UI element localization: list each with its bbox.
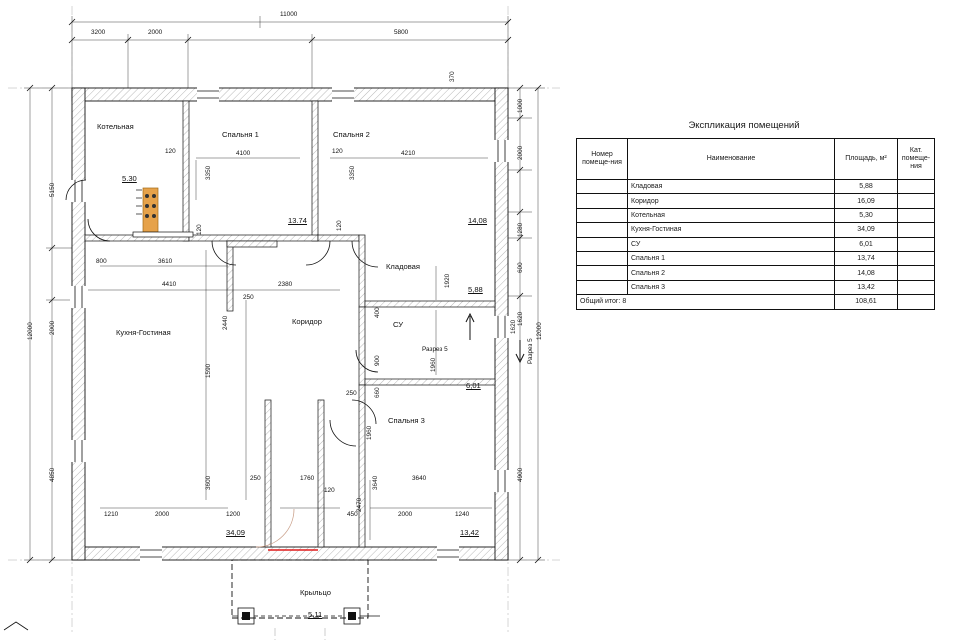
table-title: Экспликация помещений [688,120,800,131]
table-row [577,180,935,194]
room-area-su: 6,01 [466,381,481,390]
room-area-krylco: 5.11 [308,610,323,619]
table-row [577,208,935,222]
dim-i-120d: 120 [336,220,343,231]
dim-right-overall: 12000 [536,322,543,340]
cell-name: Спальня 3 [628,280,835,294]
dim-i-2470: 2470 [356,497,363,512]
dim-right-2: 2000 [517,145,524,160]
cell-area: 16,09 [835,194,898,208]
room-label-spalnya2: Спальня 2 [333,130,370,139]
dim-i-250b: 250 [346,390,357,397]
dim-i-1590: 1590 [205,363,212,378]
cell-category [898,223,935,237]
cell-number [577,280,628,294]
table-header-row [577,139,935,180]
dim-i-1920: 1920 [444,273,451,288]
dim-i-900: 900 [374,355,381,366]
dim-i-1760: 1760 [300,475,315,482]
room-area-spalnya2: 14,08 [468,216,488,225]
dim-i-120e: 120 [324,487,335,494]
dim-i-2000a: 2000 [155,511,170,518]
dim-left-2: 2000 [49,320,56,335]
dim-i-2000b: 2000 [398,511,413,518]
dim-i-1960b: 1960 [366,425,373,440]
dim-right-1: 1000 [517,98,524,113]
exposition-table-block [576,120,935,310]
cell-number [577,237,628,251]
dim-i-1240: 1240 [455,511,470,518]
cell-category [898,266,935,280]
dim-i-1210: 1210 [104,511,119,518]
total-category [898,295,935,309]
cell-category [898,251,935,265]
dim-i-3600: 3600 [205,475,212,490]
total-area: 108,61 [835,295,898,309]
dim-i-400: 400 [374,307,381,318]
cell-name: Коридор [628,194,835,208]
room-area-spalnya3: 13,42 [460,528,480,537]
dim-i-1200: 1200 [226,511,241,518]
cell-name: Котельная [628,208,835,222]
cell-area: 13,74 [835,251,898,265]
dim-i-120c: 120 [196,224,203,235]
dim-i-3640a: 3640 [412,475,427,482]
room-area-kladovaya: 5,88 [468,285,483,294]
table-row [577,237,935,251]
cell-name: СУ [628,237,835,251]
dim-i-250a: 250 [243,294,254,301]
cell-area: 6,01 [835,237,898,251]
dim-left-overall: 12000 [27,322,34,340]
dim-i-450: 450 [347,511,358,518]
room-label-krylco: Крыльцо [300,588,331,597]
dim-top-1: 3200 [91,29,106,36]
table-row [577,266,935,280]
dim-i-3350b: 3350 [349,165,356,180]
cell-category [898,208,935,222]
table-row [577,251,935,265]
header-name: Наименование [628,139,835,180]
dim-i-4100: 4100 [236,150,251,157]
cell-name: Кладовая [628,180,835,194]
dim-i-2440: 2440 [222,315,229,330]
dim-right-4: 600 [517,262,524,273]
table-total-row [577,295,935,309]
dim-top-3: 5800 [394,29,409,36]
cell-number [577,194,628,208]
cell-category [898,237,935,251]
dim-i-120b: 120 [332,148,343,155]
room-area-spalnya1: 13.74 [288,216,308,225]
dim-i-4210: 4210 [401,150,416,157]
cell-name: Спальня 1 [628,251,835,265]
total-label: Общий итог: 8 [577,295,835,309]
cell-name: Кухня-Гостиная [628,223,835,237]
room-label-kotelnaya: Котельная [97,122,134,131]
dim-i-800: 800 [96,258,107,265]
cell-area: 34,09 [835,223,898,237]
dim-i-2380: 2380 [278,281,293,288]
cell-number [577,223,628,237]
room-label-spalnya1: Спальня 1 [222,130,259,139]
dim-top-2: 2000 [148,29,163,36]
dim-i-3640b: 3640 [372,475,379,490]
dim-i-4410: 4410 [162,281,177,288]
dim-left-3: 4850 [49,467,56,482]
dim-i-1620: 1620 [510,319,517,334]
cell-number [577,266,628,280]
section-mark-left: Разрез 5 [422,346,448,353]
dim-right-5: 1620 [517,311,524,326]
cell-category [898,194,935,208]
exposition-table [576,138,935,310]
room-area-kuhnya: 34,09 [226,528,246,537]
dim-i-1960: 1960 [430,357,437,372]
dim-i-120a: 120 [165,148,176,155]
header-category: Кат. помеще-ния [898,139,935,180]
cell-area: 14,08 [835,266,898,280]
cell-number [577,208,628,222]
table-row [577,223,935,237]
dim-i-3610: 3610 [158,258,173,265]
header-area: Площадь, м² [835,139,898,180]
cell-area: 5,30 [835,208,898,222]
table-row [577,280,935,294]
dim-i-3350a: 3350 [205,165,212,180]
room-label-koridor: Коридор [292,317,322,326]
cell-category [898,280,935,294]
dim-top-overall: 11000 [280,11,298,18]
header-number: Номер помеще-ния [577,139,628,180]
dim-i-660: 660 [374,387,381,398]
cell-area: 5,88 [835,180,898,194]
section-mark-right: Разрез 5 [527,338,534,364]
room-label-spalnya3: Спальня 3 [388,416,425,425]
dim-left-1: 5150 [49,182,56,197]
room-area-kotelnaya: 5.30 [122,174,137,183]
dim-i-370: 370 [449,71,456,82]
cell-number [577,251,628,265]
dim-right-3: 1280 [517,222,524,237]
room-label-kuhnya: Кухня-Гостиная [116,328,171,337]
cell-name: Спальня 2 [628,266,835,280]
dim-i-250c: 250 [250,475,261,482]
cell-number [577,180,628,194]
cell-category [898,180,935,194]
dim-right-6: 4900 [517,467,524,482]
room-label-su: СУ [393,320,404,329]
cell-area: 13,42 [835,280,898,294]
table-row [577,194,935,208]
room-label-kladovaya: Кладовая [386,262,421,271]
